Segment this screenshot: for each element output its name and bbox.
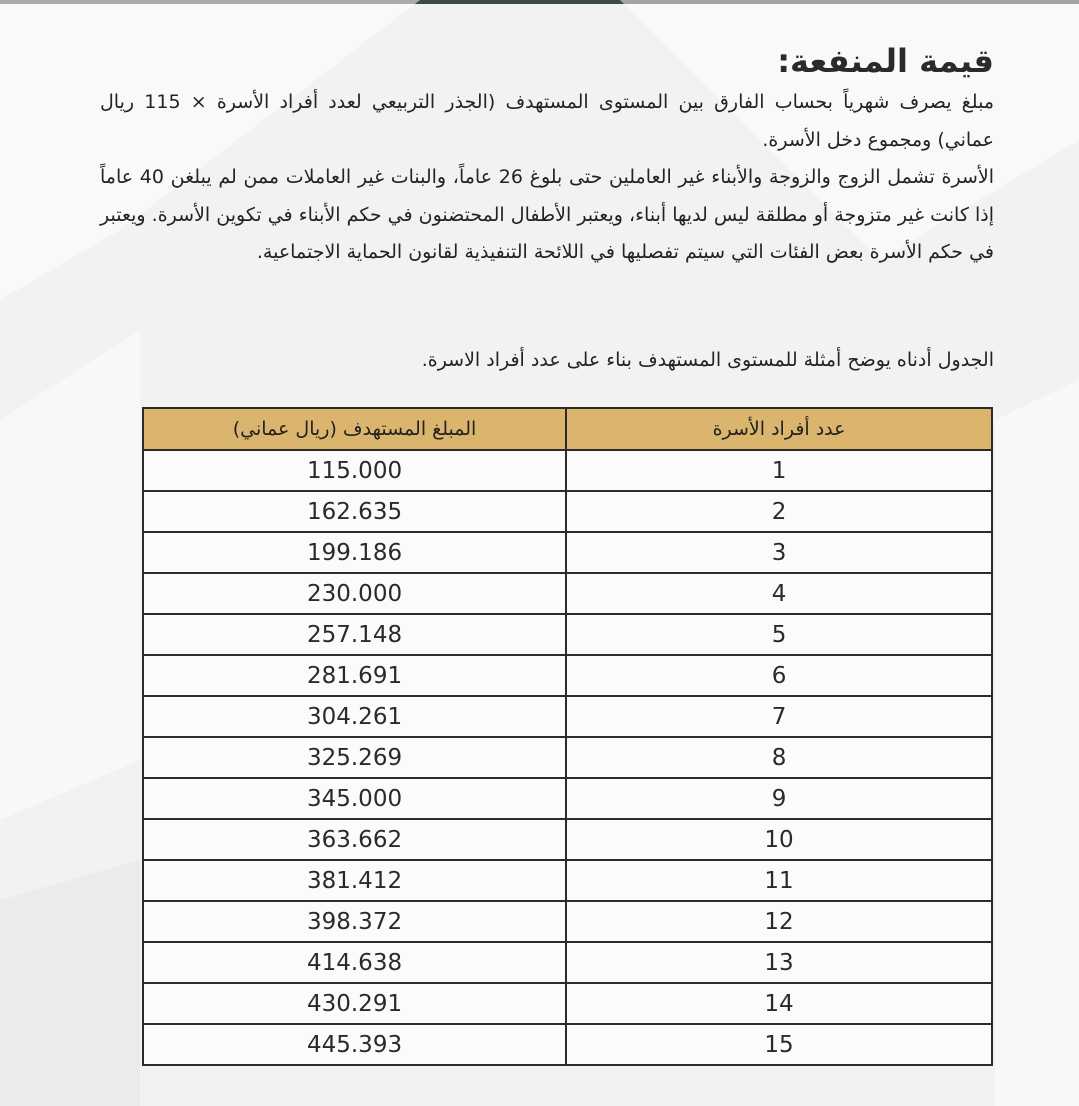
table-row [143,778,992,819]
amount-cell: 199.186 [143,532,566,573]
family-definition-paragraph: الأسرة تشمل الزوج والزوجة والأبناء غير العاملين حتى بلوغ 26 عاماً، والبنات غير العاملات ممن لم يبلغن 40 عاماً إذا كانت غير متزوجة أو مطلقة ليس لديها أبناء، ويعتبر الأطفال المحتضنون في حكم الأبناء في تكوين الأسرة. ويعتبر في حكم الأسرة بعض الفئات التي سيتم تفصليها في اللائحة التنفيذية لقانون الحماية الاجتماعية. [100,166,994,263]
members-cell: 12 [566,901,992,942]
amount-cell: 430.291 [143,983,566,1024]
members-cell: 15 [566,1024,992,1065]
table-row [143,983,992,1024]
amount-cell: 414.638 [143,942,566,983]
table-row [143,532,992,573]
amount-cell: 162.635 [143,491,566,532]
amount-cell: 325.269 [143,737,566,778]
amount-cell: 281.691 [143,655,566,696]
table-row [143,942,992,983]
benefit-section [100,38,994,371]
members-cell: 11 [566,860,992,901]
members-cell: 6 [566,655,992,696]
table-row [143,696,992,737]
members-cell: 1 [566,450,992,491]
header-family-members: عدد أفراد الأسرة [566,408,992,450]
background-shape [995,380,1079,1106]
table-row [143,614,992,655]
benefit-definition-paragraph: مبلغ يصرف شهرياً بحساب الفارق بين المستوى المستهدف (الجذر التربيعي لعدد أفراد الأسرة × 115 ريال عماني) ومجموع دخل الأسرة. [100,91,994,151]
members-cell: 2 [566,491,992,532]
amount-cell: 398.372 [143,901,566,942]
amount-cell: 445.393 [143,1024,566,1065]
background-shape [0,330,140,820]
table-row [143,860,992,901]
section-heading: قيمة المنفعة: [777,42,994,80]
table-row [143,655,992,696]
members-cell: 4 [566,573,992,614]
table-row [143,737,992,778]
members-cell: 3 [566,532,992,573]
table-header-row [143,408,992,450]
background-shape [0,860,140,1106]
amount-cell: 230.000 [143,573,566,614]
amount-cell: 381.412 [143,860,566,901]
members-cell: 7 [566,696,992,737]
table-row [143,819,992,860]
amount-cell: 363.662 [143,819,566,860]
table-row [143,1024,992,1065]
amount-cell: 257.148 [143,614,566,655]
members-cell: 13 [566,942,992,983]
table-row [143,450,992,491]
members-cell: 8 [566,737,992,778]
members-cell: 5 [566,614,992,655]
amount-cell: 304.261 [143,696,566,737]
amount-cell: 345.000 [143,778,566,819]
amount-cell: 115.000 [143,450,566,491]
members-cell: 9 [566,778,992,819]
table-row [143,901,992,942]
table-intro-text: الجدول أدناه يوضح أمثلة للمستوى المستهدف بناء على عدد أفراد الاسرة. [421,349,994,371]
members-cell: 14 [566,983,992,1024]
header-target-amount: المبلغ المستهدف (ريال عماني) [143,408,566,450]
table-row [143,491,992,532]
table-row [143,573,992,614]
members-cell: 10 [566,819,992,860]
target-level-table [142,407,993,1066]
